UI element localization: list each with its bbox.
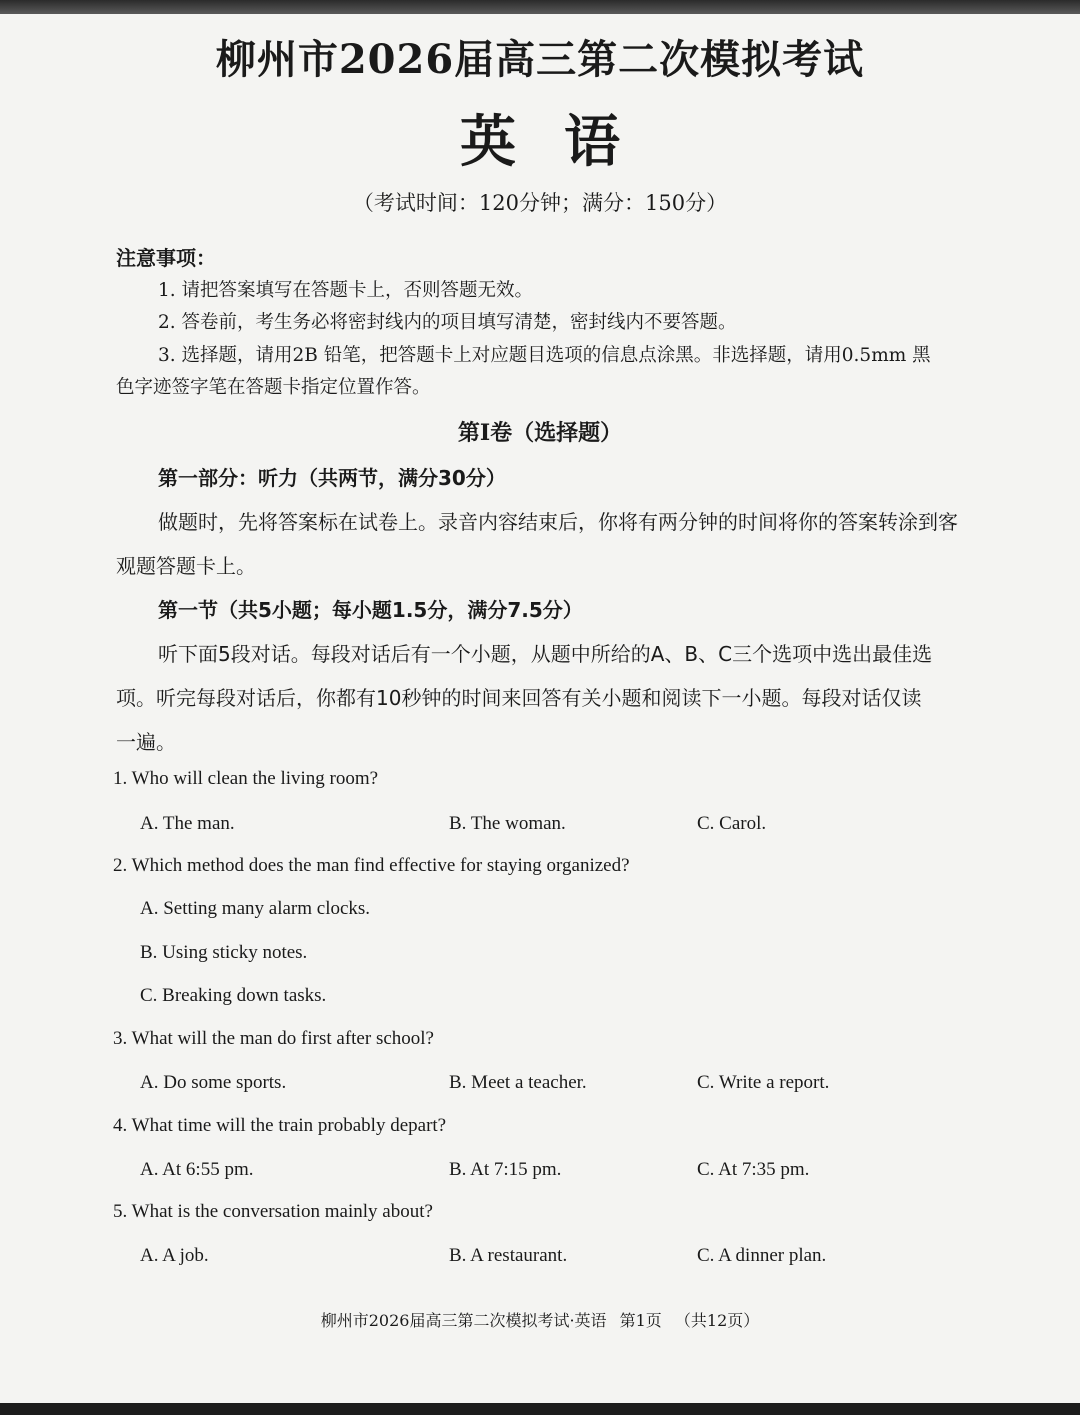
question-4: 4. What time will the train probably depart?: [113, 1115, 447, 1136]
question-1: 1. Who will clean the living room?: [113, 768, 379, 789]
part-instruction: 做题时，先将答案标在试卷上。录音内容结束后，你将有两分钟的时间将你的答案转涂到客: [158, 510, 958, 534]
footer-page-number: 第1页: [619, 1311, 662, 1330]
scan-top-edge: [0, 0, 1080, 14]
notice-heading: 注意事项：: [116, 246, 216, 270]
part-heading: 第一部分：听力（共两节，满分30分）: [158, 466, 506, 490]
part-instruction-continued: 观题答题卡上。: [116, 554, 256, 578]
option-3a: A. Do some sports.: [140, 1072, 287, 1093]
option-1c: C. Carol.: [697, 813, 767, 834]
question-5: 5. What is the conversation mainly about?: [113, 1201, 433, 1222]
question-2: 2. Which method does the man find effective for staying organized?: [113, 855, 630, 876]
notice-item: 1. 请把答案填写在答题卡上，否则答题无效。: [158, 280, 534, 301]
option-2a: A. Setting many alarm clocks.: [140, 898, 371, 919]
notice-item-continued: 色字迹签字笔在答题卡指定位置作答。: [116, 377, 431, 398]
option-3c: C. Write a report.: [697, 1072, 830, 1093]
exam-title: 柳州市2026届高三第二次模拟考试: [215, 36, 865, 83]
option-2b: B. Using sticky notes.: [140, 942, 308, 963]
notice-item: 2. 答卷前，考生务必将密封线内的项目填写清楚，密封线内不要答题。: [158, 312, 737, 333]
exam-info: （考试时间：120分钟；满分：150分）: [352, 191, 728, 215]
footer-page-total: （共12页）: [674, 1311, 760, 1330]
notice-item: 3. 选择题，请用2B 铅笔，把答题卡上对应题目选项的信息点涂黑。非选择题，请用0.5mm 黑: [158, 345, 931, 366]
option-5b: B. A restaurant.: [449, 1245, 568, 1266]
section-instruction-continued: 一遍。: [116, 730, 176, 754]
option-5a: A. A job.: [140, 1245, 209, 1266]
option-1b: B. The woman.: [449, 813, 566, 834]
option-5c: C. A dinner plan.: [697, 1245, 827, 1266]
option-4b: B. At 7:15 pm.: [449, 1159, 562, 1180]
question-3: 3. What will the man do first after school?: [113, 1028, 434, 1049]
page-footer: [0, 1308, 1080, 1331]
option-2c: C. Breaking down tasks.: [140, 985, 327, 1006]
volume-heading: 第Ⅰ卷（选择题）: [457, 420, 623, 446]
scan-bottom-edge: [0, 1403, 1080, 1415]
option-1a: A. The man.: [140, 813, 235, 834]
footer-title: 柳州市2026届高三第二次模拟考试·英语: [320, 1311, 607, 1330]
section-instruction-continued: 项。听完每段对话后，你都有10秒钟的时间来回答有关小题和阅读下一小题。每段对话仅读: [116, 686, 922, 710]
subject-title: 英语: [460, 109, 668, 175]
option-4c: C. At 7:35 pm.: [697, 1159, 810, 1180]
section-heading: 第一节（共5小题；每小题1.5分，满分7.5分）: [158, 598, 583, 622]
option-4a: A. At 6:55 pm.: [140, 1159, 254, 1180]
section-instruction: 听下面5段对话。每段对话后有一个小题，从题中所给的A、B、C三个选项中选出最佳选: [158, 642, 933, 666]
option-3b: B. Meet a teacher.: [449, 1072, 587, 1093]
